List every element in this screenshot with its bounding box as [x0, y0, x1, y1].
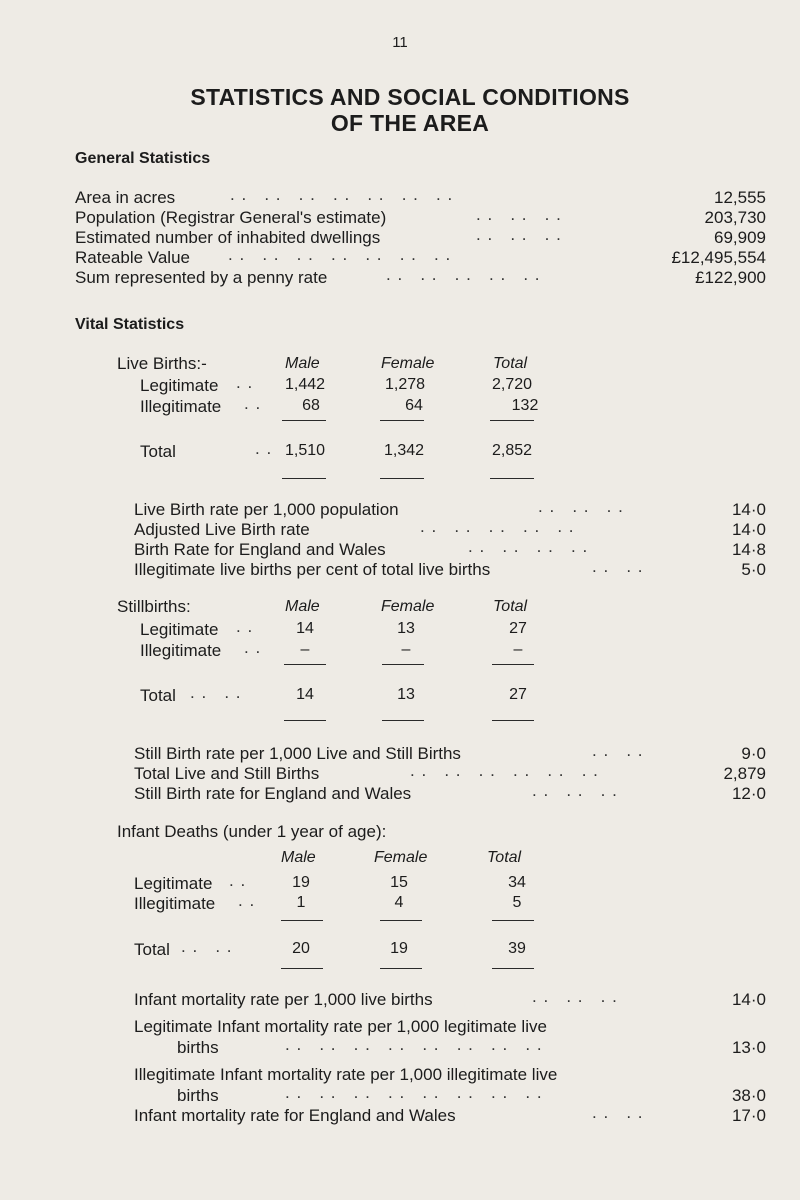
col-total-header: Total [487, 849, 522, 866]
rate-label: Still Birth rate for England and Wales [134, 784, 412, 803]
subtotal-rule [284, 664, 326, 665]
live-illegitimate-label: Illegitimate [140, 397, 222, 416]
total-rule [490, 478, 534, 479]
total-rule [284, 720, 326, 721]
still-total-male: 14 [296, 686, 314, 703]
still-illegitimate-female: – [401, 641, 411, 658]
general-statistics-heading: General Statistics [75, 150, 211, 167]
still-legitimate-female: 13 [397, 620, 415, 637]
total-rule [282, 478, 326, 479]
general-row-label: Rateable Value [75, 248, 190, 267]
general-row-label: Estimated number of inhabited dwellings [75, 228, 381, 247]
stillbirths-heading: Stillbirths: [117, 597, 191, 616]
infant-total-total: 39 [508, 940, 526, 957]
leader-dots: . . . . [592, 557, 644, 576]
rate-label: Infant mortality rate for England and Wales [134, 1106, 456, 1125]
general-row-value: £12,495,554 [671, 248, 766, 267]
subtotal-rule [492, 664, 534, 665]
rate-value: 17·0 [731, 1106, 766, 1125]
total-rule [380, 478, 424, 479]
rate-label: Legitimate Infant mortality rate per 1,000 legitimate live [134, 1017, 547, 1036]
infant-illegitimate-label: Illegitimate [134, 894, 216, 913]
live-illegitimate-total: 132 [511, 397, 539, 414]
leader-dots: . . . . . . . . . . . . . . . . [285, 1083, 543, 1102]
still-illegitimate-total: – [513, 641, 523, 658]
rate-value: 14·0 [731, 520, 766, 539]
leader-dots: . . [238, 891, 256, 910]
general-row-value: 69,909 [714, 228, 766, 247]
rate-value: 9·0 [741, 744, 766, 763]
general-row-value: 12,555 [714, 188, 766, 207]
general-row-value: 203,730 [704, 208, 766, 227]
col-male-header: Male [281, 849, 316, 866]
subtotal-rule [490, 420, 534, 421]
infant-illegitimate-male: 1 [296, 894, 306, 911]
infant-total-female: 19 [390, 940, 408, 957]
leader-dots: . . [229, 871, 247, 890]
rate-value: 14·8 [731, 540, 766, 559]
total-rule [380, 968, 422, 969]
infant-illegitimate-female: 4 [394, 894, 404, 911]
leader-dots: . . . . . . [538, 497, 624, 516]
leader-dots: . . . . . . . . . . [386, 265, 541, 284]
still-total-female: 13 [397, 686, 415, 703]
leader-dots: . . [255, 439, 273, 458]
infant-legitimate-label: Legitimate [134, 874, 213, 893]
live-legitimate-label: Legitimate [140, 376, 219, 395]
page-title-line1: STATISTICS AND SOCIAL CONDITIONS [190, 84, 630, 110]
leader-dots: . . [236, 617, 254, 636]
leader-dots: . . [244, 638, 262, 657]
rate-label: Still Birth rate per 1,000 Live and Still Births [134, 744, 461, 763]
general-row-value: £122,900 [695, 268, 766, 287]
leader-dots: . . . . . . . . . . . . . . [228, 245, 452, 264]
col-female-header: Female [381, 355, 435, 372]
live-legitimate-female: 1,278 [384, 376, 426, 393]
live-total-total: 2,852 [491, 442, 533, 459]
infant-total-male: 20 [292, 940, 310, 957]
general-row-label: Population (Registrar General's estimate) [75, 208, 387, 227]
subtotal-rule [382, 664, 424, 665]
rate-value: 14·0 [731, 500, 766, 519]
live-legitimate-male: 1,442 [284, 376, 326, 393]
leader-dots: . . . . [181, 937, 233, 956]
leader-dots: . . . . . . [476, 205, 562, 224]
infant-legitimate-total: 34 [508, 874, 526, 891]
infant-deaths-heading: Infant Deaths (under 1 year of age): [117, 822, 387, 841]
rate-value: 14·0 [731, 990, 766, 1009]
live-total-male: 1,510 [284, 442, 326, 459]
leader-dots: . . . . . . . . . . . . . . . . [285, 1035, 543, 1054]
leader-dots: . . . . [592, 1103, 644, 1122]
subtotal-rule [282, 420, 326, 421]
leader-dots: . . . . . . . . [468, 537, 589, 556]
subtotal-rule [492, 920, 534, 921]
live-total-label: Total [140, 442, 176, 461]
col-male-header: Male [285, 598, 320, 615]
infant-legitimate-female: 15 [390, 874, 408, 891]
rate-value: 2,879 [723, 764, 766, 783]
col-total-header: Total [493, 355, 528, 372]
still-illegitimate-male: – [300, 641, 310, 658]
live-total-female: 1,342 [383, 442, 425, 459]
rate-label-continued: births [177, 1038, 219, 1057]
leader-dots: . . . . . . [532, 781, 618, 800]
infant-illegitimate-total: 5 [512, 894, 522, 911]
leader-dots: . . [236, 373, 254, 392]
still-total-total: 27 [509, 686, 527, 703]
still-legitimate-male: 14 [296, 620, 314, 637]
live-illegitimate-male: 68 [302, 397, 320, 414]
infant-legitimate-male: 19 [292, 874, 310, 891]
subtotal-rule [380, 920, 422, 921]
total-rule [492, 720, 534, 721]
still-legitimate-total: 27 [509, 620, 527, 637]
rate-value: 38·0 [731, 1086, 766, 1105]
rate-label: Birth Rate for England and Wales [134, 540, 386, 559]
total-rule [382, 720, 424, 721]
leader-dots: . . [244, 394, 262, 413]
infant-total-label: Total [134, 940, 170, 959]
leader-dots: . . . . . . [476, 225, 562, 244]
still-illegitimate-label: Illegitimate [140, 641, 222, 660]
rate-value: 13·0 [731, 1038, 766, 1057]
still-legitimate-label: Legitimate [140, 620, 219, 639]
rate-label: Total Live and Still Births [134, 764, 320, 783]
live-legitimate-total: 2,720 [491, 376, 533, 393]
leader-dots: . . . . . . . . . . . . [410, 761, 599, 780]
leader-dots: . . . . . . [532, 987, 618, 1006]
page-number: 11 [392, 34, 408, 51]
total-rule [492, 968, 534, 969]
leader-dots: . . . . . . . . . . . . . . [230, 185, 454, 204]
leader-dots: . . . . . . . . . . [420, 517, 575, 536]
col-female-header: Female [381, 598, 435, 615]
rate-label: Live Birth rate per 1,000 population [134, 500, 399, 519]
vital-statistics-heading: Vital Statistics [75, 316, 185, 333]
rate-label: Adjusted Live Birth rate [134, 520, 310, 539]
leader-dots: . . . . [592, 741, 644, 760]
rate-value: 5·0 [741, 560, 766, 579]
rate-label: Illegitimate Infant mortality rate per 1,000 illegitimate live [134, 1065, 558, 1084]
rate-value: 12·0 [731, 784, 766, 803]
col-female-header: Female [374, 849, 428, 866]
subtotal-rule [380, 420, 424, 421]
live-births-heading: Live Births:- [117, 354, 207, 373]
subtotal-rule [281, 920, 323, 921]
leader-dots: . . . . [190, 683, 242, 702]
col-male-header: Male [285, 355, 320, 372]
live-illegitimate-female: 64 [405, 397, 423, 414]
rate-label: Illegitimate live births per cent of total live births [134, 560, 491, 579]
rate-label: Infant mortality rate per 1,000 live births [134, 990, 433, 1009]
rate-label-continued: births [177, 1086, 219, 1105]
general-row-label: Area in acres [75, 188, 176, 207]
general-row-label: Sum represented by a penny rate [75, 268, 328, 287]
col-total-header: Total [493, 598, 528, 615]
page-title-line2: OF THE AREA [330, 110, 490, 136]
still-total-label: Total [140, 686, 176, 705]
total-rule [281, 968, 323, 969]
